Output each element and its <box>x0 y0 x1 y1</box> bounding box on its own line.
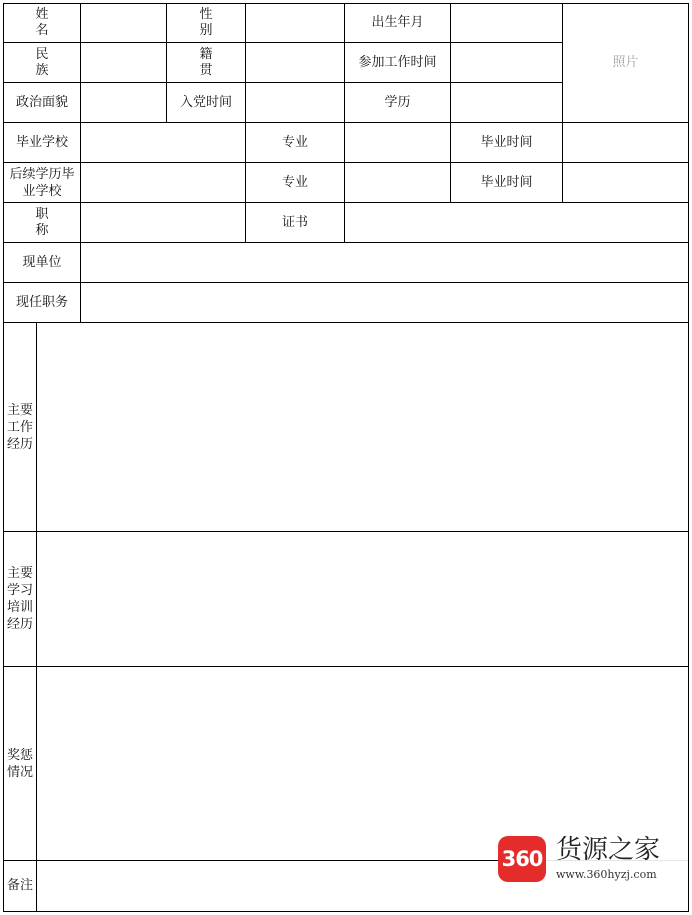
field-gender[interactable] <box>246 4 344 42</box>
label-training-history-4: 经历 <box>6 617 33 632</box>
label-title: 职 称 <box>35 206 61 238</box>
label-grad-school: 毕业学校 <box>15 134 68 150</box>
border-right <box>688 3 689 912</box>
label-training-history-1: 主要 <box>6 566 33 581</box>
label-awards-1: 奖惩 <box>6 747 33 763</box>
field-name[interactable] <box>81 4 166 42</box>
field-party-join[interactable] <box>246 83 344 122</box>
label-name: 姓 名 <box>35 7 61 38</box>
label-native-place: 籍 贯 <box>199 46 225 78</box>
field-grad-time-1[interactable] <box>563 123 688 162</box>
watermark-logo-icon: 360 <box>498 836 546 882</box>
photo-box[interactable]: 照片 <box>612 55 639 70</box>
label-work-history-3: 经历 <box>6 436 33 452</box>
label-work-start: 参加工作时间 <box>358 54 437 70</box>
field-title[interactable] <box>81 203 245 242</box>
label-birth: 出生年月 <box>371 15 424 30</box>
label-education: 学历 <box>384 94 411 110</box>
watermark-name: 货源之家 <box>556 835 661 865</box>
field-current-unit[interactable] <box>81 243 688 282</box>
label-current-unit: 现单位 <box>22 254 62 270</box>
label-work-history <box>4 323 36 531</box>
field-training-history[interactable] <box>37 532 688 666</box>
label-party-join: 入党时间 <box>179 94 232 110</box>
field-further-school[interactable] <box>81 163 245 202</box>
label-current-post: 现任职务 <box>15 294 68 310</box>
watermark-url: www.360hyzj.com <box>556 868 657 881</box>
watermark <box>498 834 688 884</box>
field-current-post[interactable] <box>81 283 688 322</box>
label-major-2: 专业 <box>281 174 308 190</box>
label-training-history-2: 学习 <box>6 583 33 598</box>
field-awards[interactable] <box>37 667 688 860</box>
field-political-status[interactable] <box>81 83 166 122</box>
label-gender: 性 别 <box>199 7 225 38</box>
label-grad-time-1: 毕业时间 <box>480 134 533 150</box>
label-further-school <box>4 163 80 202</box>
label-grad-time-2: 毕业时间 <box>480 174 533 190</box>
label-further-school-line1: 后续学历毕 <box>9 166 75 182</box>
label-major-1: 专业 <box>281 134 308 150</box>
label-work-history-1: 主要 <box>6 402 33 418</box>
field-ethnicity[interactable] <box>81 43 166 82</box>
label-political-status: 政治面貌 <box>15 94 68 110</box>
field-education[interactable] <box>451 83 562 122</box>
label-ethnicity: 民 族 <box>35 46 61 78</box>
label-work-history-2: 工作 <box>6 419 33 435</box>
border-bottom <box>3 911 689 912</box>
field-work-history[interactable] <box>37 323 688 531</box>
field-grad-school[interactable] <box>81 123 245 162</box>
field-grad-time-2[interactable] <box>563 163 688 202</box>
label-training-history-3: 培训 <box>6 600 33 615</box>
field-major-2[interactable] <box>345 163 450 202</box>
label-certificate: 证书 <box>281 214 308 230</box>
field-certificate[interactable] <box>345 203 688 242</box>
field-birth[interactable] <box>451 4 562 42</box>
field-work-start[interactable] <box>451 43 562 82</box>
label-training-history <box>4 532 36 666</box>
label-awards-2: 情况 <box>6 764 33 780</box>
label-awards <box>4 667 36 860</box>
label-further-school-line2: 业学校 <box>22 183 62 199</box>
field-major-1[interactable] <box>345 123 450 162</box>
label-remarks: 备注 <box>6 878 33 893</box>
field-native-place[interactable] <box>246 43 344 82</box>
